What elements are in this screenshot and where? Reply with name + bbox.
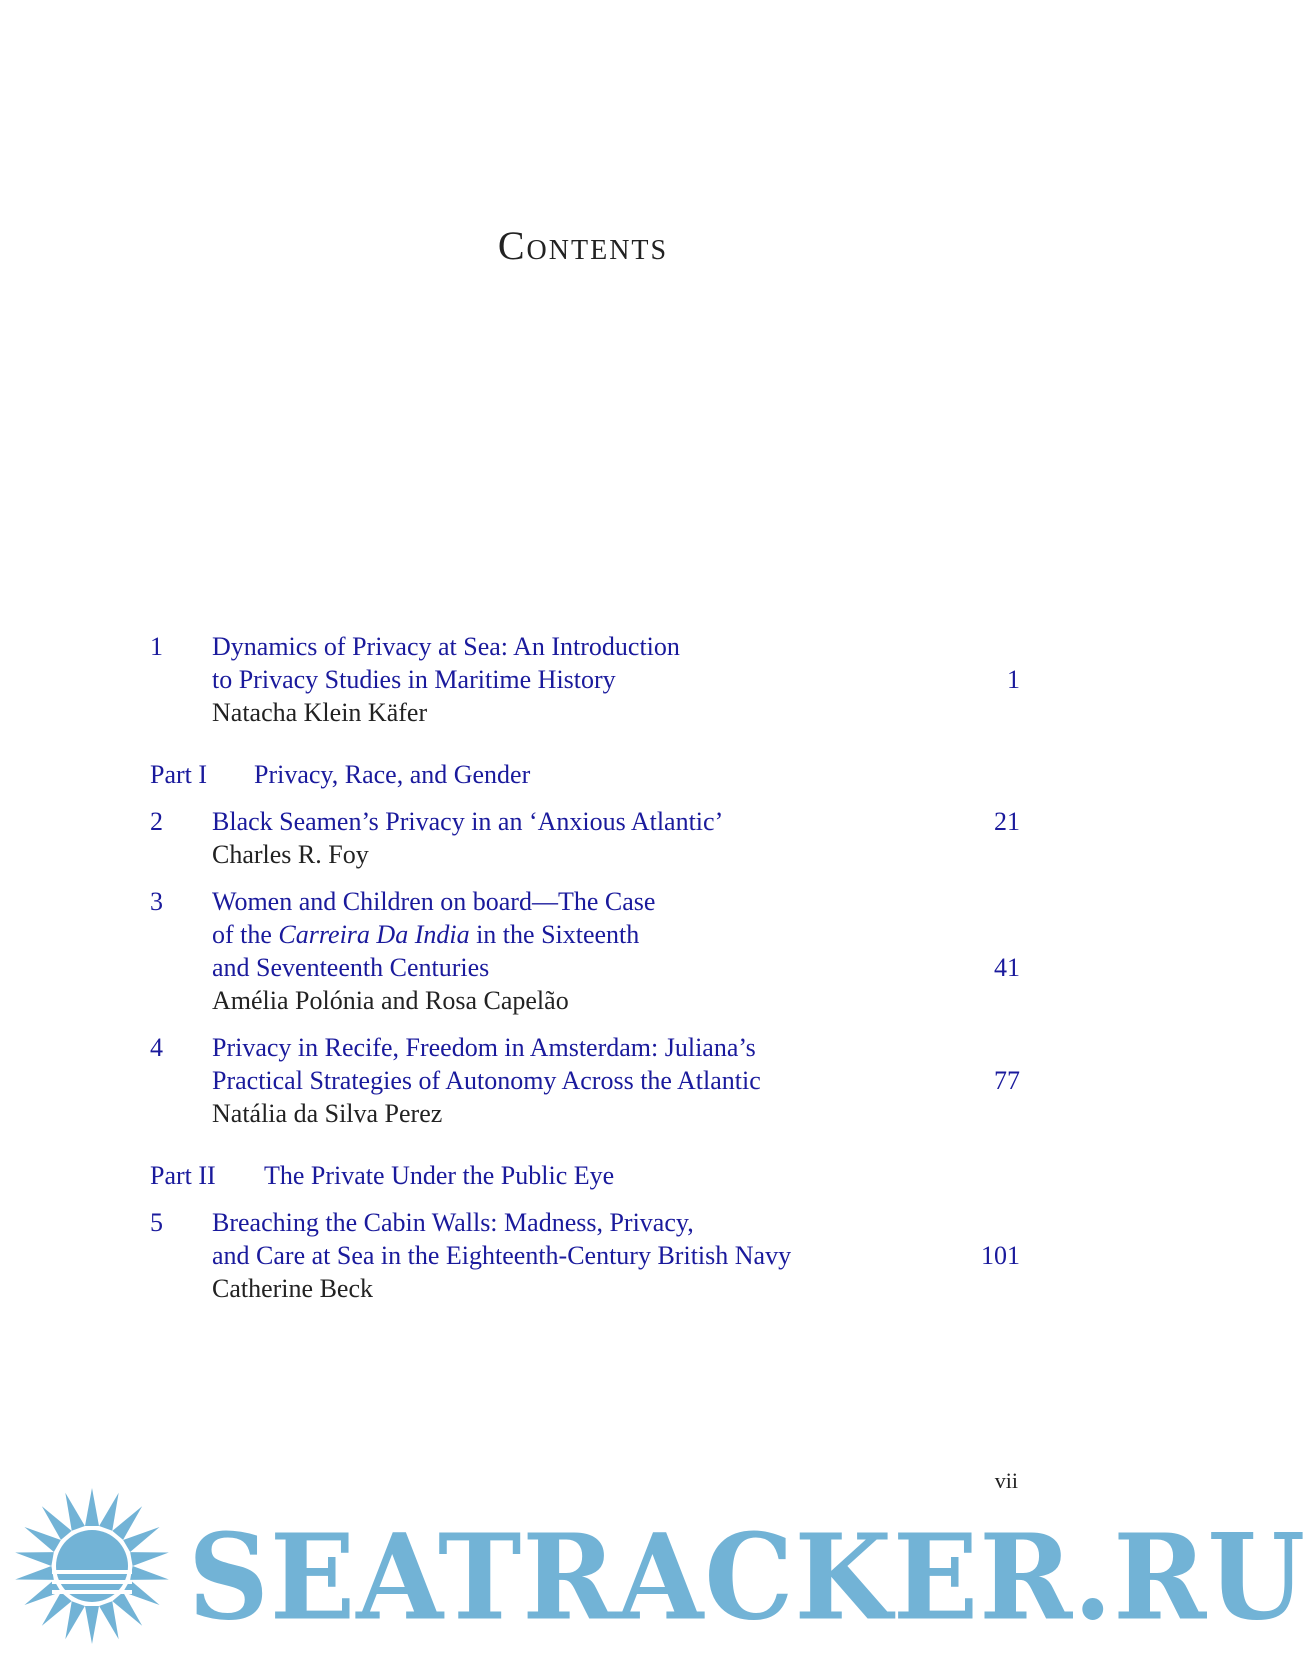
chapter-page-number[interactable]: 21 bbox=[994, 807, 1020, 836]
part-title: The Private Under the Public Eye bbox=[264, 1161, 615, 1190]
chapter-number: 4 bbox=[150, 1033, 163, 1062]
part-heading-2[interactable] bbox=[150, 1159, 1020, 1192]
chapter-title-line[interactable] bbox=[212, 918, 920, 951]
chapter-title-line[interactable]: Dynamics of Privacy at Sea: An Introduction bbox=[212, 632, 680, 661]
chapter-title-line[interactable]: Women and Children on board—The Case bbox=[212, 887, 656, 916]
part-title: Privacy, Race, and Gender bbox=[254, 760, 531, 789]
chapter-author: Natacha Klein Käfer bbox=[212, 698, 428, 727]
chapter-title-line[interactable]: to Privacy Studies in Maritime History bbox=[212, 665, 616, 694]
title-fragment: of the bbox=[212, 920, 279, 949]
chapter-author: Natália da Silva Perez bbox=[212, 1099, 443, 1128]
chapter-page-number[interactable]: 1 bbox=[1007, 665, 1020, 694]
chapter-title-line[interactable]: and Care at Sea in the Eighteenth-Century British Navy bbox=[212, 1241, 792, 1270]
toc-entry-chapter-5[interactable] bbox=[150, 1206, 1020, 1305]
watermark-text: SEATRACKER.RU bbox=[188, 1509, 1306, 1647]
chapter-page-number[interactable]: 41 bbox=[994, 953, 1020, 982]
page-title: Contents bbox=[497, 223, 669, 268]
table-of-contents bbox=[150, 630, 1020, 1305]
page-folio: vii bbox=[994, 1468, 1018, 1493]
title-fragment: in the Sixteenth bbox=[469, 920, 640, 949]
chapter-author: Catherine Beck bbox=[212, 1274, 373, 1303]
part-label: Part I bbox=[150, 760, 208, 789]
toc-entry-chapter-4[interactable] bbox=[150, 1031, 1020, 1130]
chapter-title-line[interactable]: Black Seamen’s Privacy in an ‘Anxious Atlantic’ bbox=[212, 807, 724, 836]
chapter-author: Charles R. Foy bbox=[212, 840, 369, 869]
chapter-author: Amélia Polónia and Rosa Capelão bbox=[212, 986, 569, 1015]
sun-burst-icon bbox=[14, 1488, 170, 1644]
toc-entry-chapter-1[interactable] bbox=[150, 630, 1020, 729]
chapter-page-number[interactable]: 101 bbox=[981, 1241, 1020, 1270]
chapter-title-line[interactable]: Practical Strategies of Autonomy Across the Atlantic bbox=[212, 1066, 761, 1095]
part-label: Part II bbox=[150, 1161, 216, 1190]
chapter-title-line[interactable]: Privacy in Recife, Freedom in Amsterdam: Juliana’s bbox=[212, 1033, 756, 1062]
chapter-number: 1 bbox=[150, 632, 163, 661]
toc-entry-chapter-2[interactable] bbox=[150, 805, 1020, 871]
part-heading-1[interactable] bbox=[150, 758, 1020, 791]
chapter-number: 5 bbox=[150, 1208, 163, 1237]
chapter-number: 2 bbox=[150, 807, 163, 836]
chapter-page-number[interactable]: 77 bbox=[994, 1066, 1020, 1095]
chapter-number: 3 bbox=[150, 887, 163, 916]
title-italic-fragment: Carreira Da India bbox=[278, 920, 470, 949]
chapter-title-line[interactable]: and Seventeenth Centuries bbox=[212, 953, 490, 982]
toc-entry-chapter-3[interactable] bbox=[150, 885, 1020, 1017]
chapter-title-line[interactable]: Breaching the Cabin Walls: Madness, Privacy, bbox=[212, 1208, 694, 1237]
